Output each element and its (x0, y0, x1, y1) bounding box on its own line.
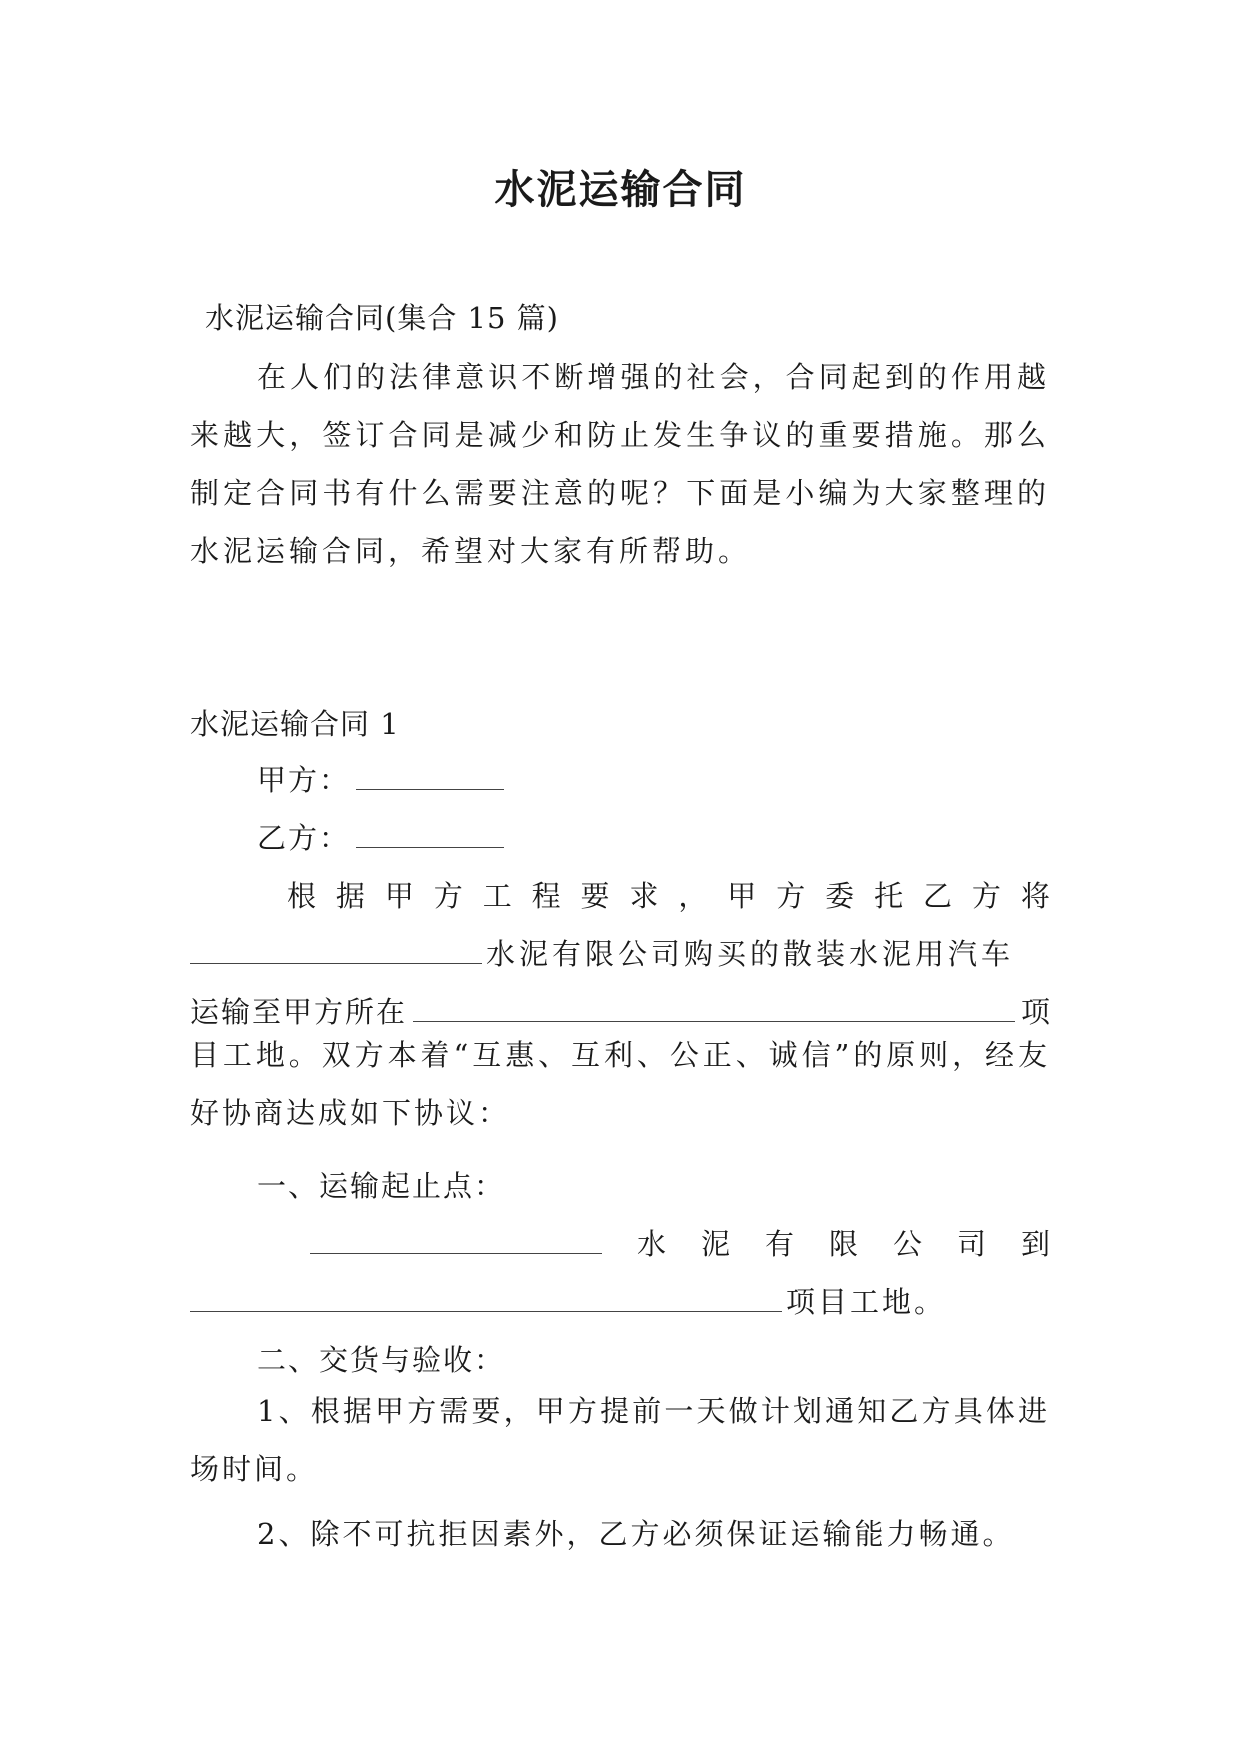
intro-paragraph: 在人们的法律意识不断增强的社会，合同起到的作用越来越大，签订合同是减少和防止发生争议的重要措施。那么制定合同书有什么需要注意的呢？下面是小编为大家整理的水泥运输合同，希望对大家有所帮助。 (190, 360, 1050, 568)
clause-1-line-2 (190, 1280, 946, 1321)
p1-char: 工 (482, 879, 512, 913)
origin-company-blank (310, 1231, 602, 1254)
clause1-char: 水 (636, 1227, 666, 1261)
paragraph-1-line-2 (190, 932, 1014, 973)
clause1-char: 有 (764, 1227, 794, 1261)
paragraph-1-line-3 (190, 990, 1050, 1031)
location-blank (413, 999, 1015, 1022)
party-b-line (257, 816, 510, 857)
paragraph-1-line-1 (287, 874, 1050, 915)
p1-char: 甲 (384, 879, 414, 913)
p1-char: 乙 (922, 879, 952, 913)
p1-char: ， (678, 879, 708, 913)
clause-1-title: 一、运输起止点： (257, 1169, 506, 1203)
clause-2-title: 二、交货与验收： (257, 1343, 506, 1377)
p1-line2-text: 水泥有限公司购买的散装水泥用汽车 (486, 937, 1015, 971)
party-a-line (257, 758, 510, 799)
p1-char: 托 (874, 879, 904, 913)
p1-char: 据 (335, 879, 365, 913)
party-b-label: 乙方： (257, 821, 351, 855)
p1-char: 方 (776, 879, 806, 913)
p1-char: 要 (580, 879, 610, 913)
p1-char: 求 (629, 879, 659, 913)
clause1-char: 公 (892, 1227, 922, 1261)
p1-char: 程 (531, 879, 561, 913)
clause1-char: 限 (828, 1227, 858, 1261)
clause1-char: 泥 (700, 1227, 730, 1261)
party-a-label: 甲方： (257, 763, 351, 797)
party-a-blank (356, 767, 504, 790)
p1-char: 委 (825, 879, 855, 913)
clause-1-line-1 (310, 1222, 1050, 1263)
document-subtitle: 水泥运输合同(集合 15 篇) (205, 301, 559, 335)
clause1-char: 到 (1020, 1227, 1050, 1261)
party-b-blank (356, 825, 504, 848)
p1-line3-start: 运输至甲方所在 (190, 995, 408, 1029)
p1-char: 甲 (727, 879, 757, 913)
paragraph-1-rest: 目工地。双方本着“互惠、互利、公正、诚信”的原则，经友好协商达成如下协议： (190, 1038, 1050, 1130)
p1-char: 将 (1020, 879, 1050, 913)
document-title: 水泥运输合同 (494, 167, 747, 213)
destination-blank (190, 1289, 782, 1312)
clause1-line2-end: 项目工地。 (786, 1285, 947, 1319)
p1-char: 方 (433, 879, 463, 913)
p1-char: 方 (971, 879, 1001, 913)
clause1-char: 司 (956, 1227, 986, 1261)
company-blank (190, 941, 482, 964)
item-1: 1、根据甲方需要，甲方提前一天做计划通知乙方具体进场时间。 (190, 1394, 1050, 1486)
p1-line3-end: 项 (1020, 995, 1050, 1029)
section-title: 水泥运输合同 1 (190, 707, 400, 741)
p1-char: 根 (287, 879, 317, 913)
item-2: 2、除不可抗拒因素外，乙方必须保证运输能力畅通。 (257, 1517, 1015, 1551)
